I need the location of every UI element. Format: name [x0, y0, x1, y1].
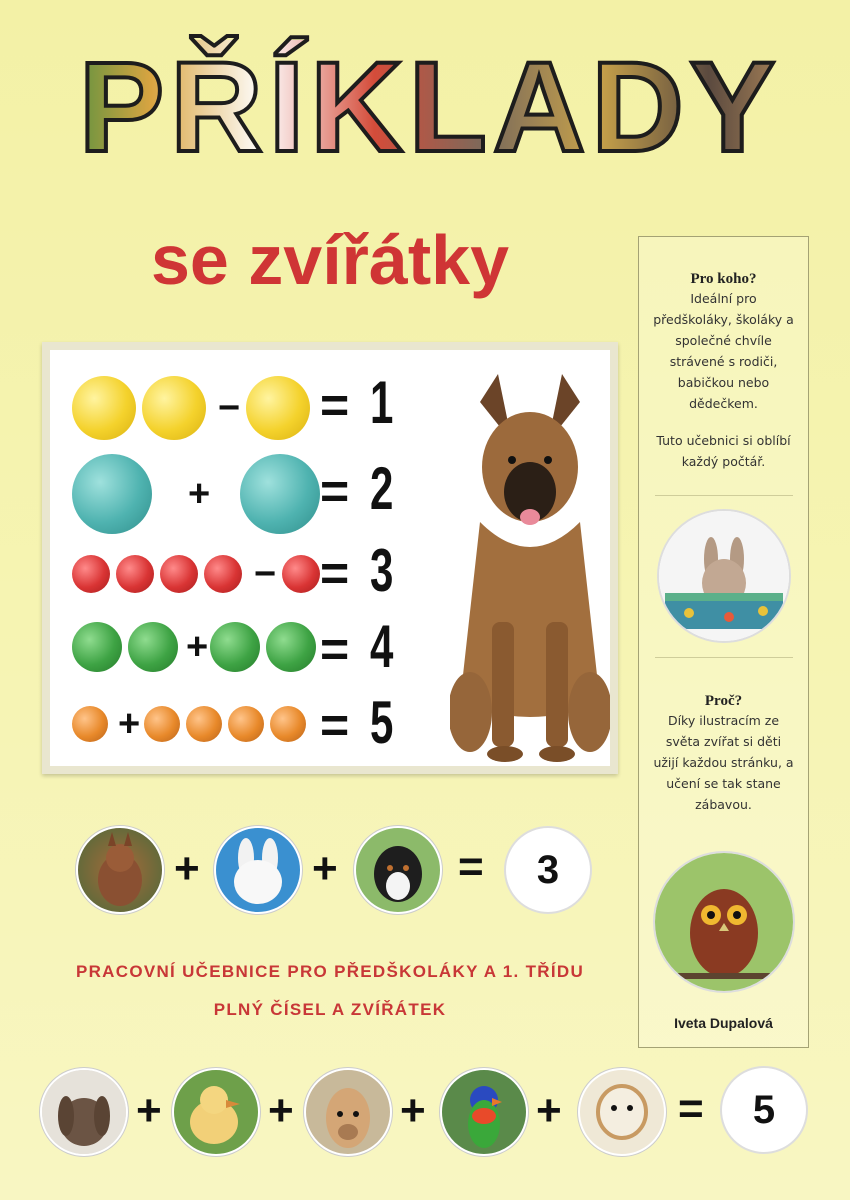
equals-sign: = — [320, 697, 350, 753]
result-circle: 3 — [504, 826, 592, 914]
equals-sign: = — [320, 463, 350, 519]
tagline-line-2: PLNÝ ČÍSEL A ZVÍŘÁTEK — [213, 1000, 447, 1019]
for-whom-text-2: Tuto učebnici si oblíbí každý počtář. — [656, 433, 791, 469]
equals-sign: = — [678, 1084, 704, 1133]
plus-sign: + — [136, 1086, 162, 1135]
parrot-icon — [442, 1070, 526, 1154]
equals-sign: = — [320, 621, 350, 677]
equation-result: 2 — [370, 455, 394, 522]
yellow-ball-icon — [246, 376, 310, 440]
green-ball-icon — [72, 622, 122, 672]
equation-result: 5 — [370, 689, 394, 756]
plus-sign: + — [174, 844, 200, 893]
divider — [655, 495, 793, 496]
red-ball-icon — [116, 555, 154, 593]
tagline-line-1: PRACOVNÍ UČEBNICE PRO PŘEDŠKOLÁKY A 1. TŘÍDU — [75, 962, 585, 981]
equation-card — [42, 342, 618, 774]
equation-result: 3 — [370, 537, 394, 604]
alpaca-photo — [304, 1068, 392, 1156]
minus-sign: − — [218, 387, 241, 429]
why-heading: Proč? — [704, 693, 743, 709]
orange-ball-icon — [144, 706, 180, 742]
equation-row-3 — [72, 555, 326, 593]
result-circle: 5 — [720, 1066, 808, 1154]
yellow-ball-icon — [142, 376, 206, 440]
plus-sign: + — [312, 844, 338, 893]
orange-ball-icon — [72, 706, 108, 742]
puppy-photo — [354, 826, 442, 914]
cover-title: PŘÍKLADY — [40, 40, 820, 175]
equals-sign: = — [320, 377, 350, 433]
plus-sign: + — [268, 1086, 294, 1135]
green-ball-icon — [210, 622, 260, 672]
owl-icon — [580, 1070, 664, 1154]
red-ball-icon — [160, 555, 198, 593]
squirrel-icon — [78, 828, 162, 912]
duckling-photo — [172, 1068, 260, 1156]
equation-result: 1 — [370, 369, 394, 436]
why-text: Díky ilustracím ze světa zvířat si děti užijí každou stránku, a učení se tak stane zábavou. — [653, 713, 794, 812]
squirrel-photo — [76, 826, 164, 914]
orange-ball-icon — [228, 706, 264, 742]
plus-sign: + — [118, 703, 141, 745]
cover-subtitle: se zvířátky — [150, 221, 510, 299]
teal-ball-icon — [240, 454, 320, 534]
equation-row-4 — [72, 622, 322, 672]
plus-sign: + — [188, 473, 211, 515]
rabbit-photo — [214, 826, 302, 914]
alpaca-icon — [306, 1070, 390, 1154]
red-ball-icon — [282, 555, 320, 593]
equation-row-5 — [72, 705, 312, 743]
dog-illustration — [450, 372, 610, 767]
teal-ball-icon — [72, 454, 152, 534]
red-ball-icon — [72, 555, 110, 593]
equals-sign: = — [320, 545, 350, 601]
owl-photo — [653, 851, 795, 993]
barn-owl-photo — [578, 1068, 666, 1156]
plus-sign: + — [536, 1086, 562, 1135]
duckling-icon — [174, 1070, 258, 1154]
red-ball-icon — [204, 555, 242, 593]
green-ball-icon — [266, 622, 316, 672]
orange-ball-icon — [186, 706, 222, 742]
author-name: Iveta Dupalová — [674, 1015, 773, 1031]
for-whom-heading: Pro koho? — [690, 271, 757, 287]
rabbit-photo — [40, 1068, 128, 1156]
divider — [655, 657, 793, 658]
rabbit-photo — [657, 509, 791, 643]
owl-icon — [655, 853, 793, 991]
equation-result: 4 — [370, 613, 394, 680]
info-sidebar — [638, 236, 809, 1048]
minus-sign: − — [254, 553, 277, 595]
equation-row-1 — [72, 376, 316, 440]
equation-row-2 — [72, 454, 326, 534]
rabbit-icon — [42, 1070, 126, 1154]
for-whom-text: Ideální pro předškoláky, školáky a společné chvíle strávené s rodiči, babičkou nebo dědečkem. — [653, 291, 794, 411]
puppy-icon — [356, 828, 440, 912]
rabbit-icon — [216, 828, 300, 912]
plus-sign: + — [186, 626, 209, 668]
plus-sign: + — [400, 1086, 426, 1135]
green-ball-icon — [128, 622, 178, 672]
equals-sign: = — [458, 842, 484, 891]
rabbit-icon — [659, 511, 789, 641]
lorikeet-photo — [440, 1068, 528, 1156]
yellow-ball-icon — [72, 376, 136, 440]
orange-ball-icon — [270, 706, 306, 742]
